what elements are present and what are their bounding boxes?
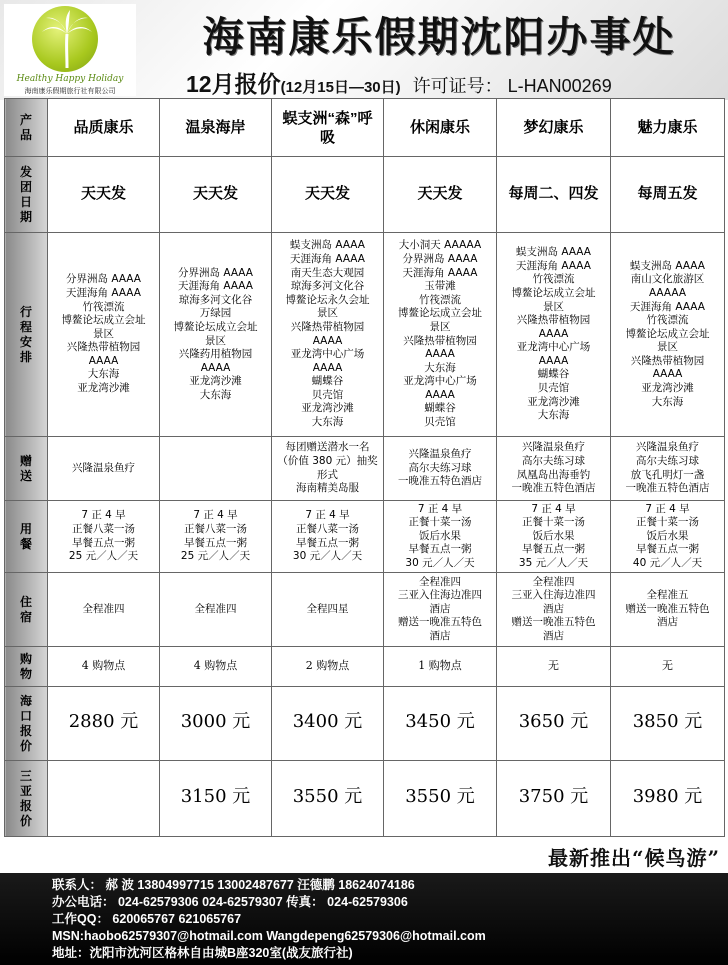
- cell-line: 25 元／人／天: [68, 550, 139, 563]
- palm-tree-icon: [34, 6, 100, 72]
- cell-line: 分界洲岛 AAAA: [66, 273, 141, 286]
- cell-line: 琼海多河文化谷: [178, 293, 253, 306]
- cell-line: AAAAA: [648, 286, 687, 299]
- cell-line: 景区: [429, 320, 451, 333]
- cell-line: AAAA: [652, 368, 683, 381]
- cell-line: 早餐五点一粥: [408, 543, 472, 556]
- cell-line: 7 正 4 早: [417, 502, 463, 515]
- msn-contacts: MSN:haobo62579307@hotmail.com Wangdepeng62579306@hotmail.com: [52, 929, 486, 943]
- label-hotel: 住宿: [5, 573, 48, 647]
- cell-line: 天涯海角 AAAA: [178, 280, 253, 293]
- logo-company-name: 海南康乐假期旅行社有限公司: [24, 87, 116, 95]
- hotel-cell: [160, 573, 272, 647]
- cell-line: 琼海多河文化谷: [290, 280, 365, 293]
- month-label: 12月报价: [186, 71, 281, 97]
- meal-cell: [272, 501, 384, 573]
- cell-line: 30 元／人／天: [405, 556, 475, 569]
- cell-line: 饭后水果: [419, 529, 461, 542]
- cell-line: 全程准四: [419, 575, 461, 588]
- cell-line: 高尔夫练习球: [408, 461, 472, 474]
- departure-cell: 天天发: [384, 157, 497, 233]
- office-address: 地址：沈阳市沈河区格林自由城B座320室(战友旅行社): [52, 946, 353, 960]
- itinerary-cell: [611, 233, 725, 437]
- office-phone: 办公电话： 024-62579306 024-62579307 传真： 024-62579306: [52, 895, 408, 909]
- license-number: 许可证号： L-HAN00269: [412, 76, 612, 96]
- departure-cell: 每周二、四发: [497, 157, 611, 233]
- cell-line: 蜈支洲岛 AAAA: [290, 239, 365, 252]
- cell-line: 博鳌论坛成立会址: [511, 286, 596, 299]
- cell-line: 海南精美岛服: [296, 482, 359, 495]
- cell-line: 7 正 4 早: [645, 502, 690, 515]
- cell-line: 赠送一晚准五特色: [625, 602, 710, 615]
- cell-line: 蜈支洲岛 AAAA: [516, 246, 591, 259]
- gift-cell: [160, 437, 272, 501]
- cell-line: 7 正 4 早: [531, 502, 576, 515]
- cell-line: （价值 380 元）抽奖: [277, 454, 378, 467]
- product-name: 休闲康乐: [384, 99, 497, 157]
- cell-line: 贝壳馆: [537, 382, 570, 395]
- meal-cell: [48, 501, 160, 573]
- cell-line: 亚龙湾沙滩: [641, 382, 694, 395]
- cell-line: 全程准四: [82, 602, 125, 615]
- product-name: 温泉海岸: [160, 99, 272, 157]
- cell-line: 大东海: [87, 368, 120, 381]
- row-itinerary: [5, 233, 725, 437]
- cell-line: AAAA: [200, 361, 231, 374]
- cell-line: 每团赠送潜水一名: [285, 441, 370, 454]
- cell-line: 亚龙湾中心广场: [290, 348, 365, 361]
- cell-line: 正餐八菜一汤: [184, 522, 247, 535]
- cell-line: 兴隆热带植物园: [630, 354, 705, 367]
- haikou-price: 3400 元: [272, 687, 384, 761]
- label-haikou-price: 海口报价: [5, 687, 48, 761]
- cell-line: 万绿园: [199, 307, 232, 320]
- cell-line: 竹筏漂流: [646, 314, 689, 327]
- cell-line: 贝壳馆: [424, 416, 456, 429]
- row-meal: [5, 501, 725, 573]
- product-name: 品质康乐: [48, 99, 160, 157]
- product-name: 梦幻康乐: [497, 99, 611, 157]
- cell-line: 亚龙湾沙滩: [301, 402, 354, 415]
- hotel-cell: [497, 573, 611, 647]
- page-title: 海南康乐假期沈阳办事处: [202, 13, 676, 61]
- date-range: (12月15日—30日): [280, 79, 401, 96]
- cell-line: 全程准四: [532, 575, 575, 588]
- cell-line: 兴隆温泉鱼疗: [522, 441, 585, 454]
- row-haikou-price: [5, 687, 725, 761]
- cell-line: 天涯海角 AAAA: [402, 266, 478, 279]
- cell-line: 早餐五点一粥: [72, 536, 135, 549]
- sanya-price: [48, 761, 160, 837]
- cell-line: 放飞孔明灯一盏: [630, 468, 705, 481]
- cell-line: 兴隆温泉鱼疗: [408, 448, 472, 461]
- label-gift: 赠送: [5, 437, 48, 501]
- cell-line: 南天生态大观园: [290, 266, 365, 279]
- cell-line: AAAA: [425, 348, 455, 361]
- contact-footer: [0, 873, 728, 965]
- label-meal: 用餐: [5, 501, 48, 573]
- sanya-price: 3150 元: [160, 761, 272, 837]
- cell-line: 形式: [317, 468, 338, 481]
- cell-line: 兴隆温泉鱼疗: [72, 461, 135, 474]
- cell-line: 全程四星: [306, 602, 349, 615]
- itinerary-cell: [160, 233, 272, 437]
- cell-line: 全程准五: [646, 589, 689, 602]
- cell-line: 赠送一晚准五特色: [511, 616, 596, 629]
- hotel-cell: [384, 573, 497, 647]
- cell-line: 大东海: [651, 395, 684, 408]
- cell-line: 贝壳馆: [311, 388, 344, 401]
- promo-banner: 最新推出“候鸟游”: [547, 846, 720, 870]
- hotel-cell: [272, 573, 384, 647]
- cell-line: 酒店: [543, 602, 564, 615]
- cell-line: AAAA: [312, 361, 343, 374]
- cell-line: 正餐十菜一汤: [522, 516, 585, 529]
- cell-line: 蜈支洲岛 AAAA: [630, 259, 705, 272]
- cell-line: AAAA: [538, 327, 569, 340]
- cell-line: 饭后水果: [646, 529, 689, 542]
- departure-cell: 天天发: [48, 157, 160, 233]
- logo-english-text: Healthy Happy Holiday: [16, 74, 124, 84]
- row-gift: [5, 437, 725, 501]
- shopping-cell: 4 购物点: [48, 647, 160, 687]
- cell-line: 30 元／人／天: [292, 550, 363, 563]
- departure-cell: 每周五发: [611, 157, 725, 233]
- cell-line: 酒店: [429, 629, 451, 642]
- cell-line: 景区: [205, 334, 226, 347]
- cell-line: 亚龙湾沙滩: [527, 395, 580, 408]
- shopping-cell: 无: [611, 647, 725, 687]
- cell-line: 赠送一晚准五特色: [398, 616, 482, 629]
- cell-line: 7 正 4 早: [193, 509, 238, 522]
- itinerary-cell: [384, 233, 497, 437]
- product-name: 蜈支洲“森”呼吸: [272, 99, 384, 157]
- company-logo: [4, 4, 136, 96]
- cell-line: 早餐五点一粥: [184, 536, 247, 549]
- meal-cell: [497, 501, 611, 573]
- cell-line: 蝴蝶谷: [537, 368, 570, 381]
- cell-line: 博鳌论坛成立会址: [173, 320, 258, 333]
- cell-line: 大东海: [199, 388, 232, 401]
- cell-line: 玉带滩: [424, 280, 456, 293]
- cell-line: 正餐十菜一汤: [636, 516, 699, 529]
- cell-line: 早餐五点一粥: [522, 543, 585, 556]
- label-departure: 发团日期: [5, 157, 48, 233]
- shopping-cell: 4 购物点: [160, 647, 272, 687]
- cell-line: AAAA: [312, 334, 343, 347]
- cell-line: 早餐五点一粥: [636, 543, 699, 556]
- haikou-price: 3000 元: [160, 687, 272, 761]
- row-departure: [5, 157, 725, 233]
- cell-line: 景区: [317, 307, 338, 320]
- label-shopping: 购物: [5, 647, 48, 687]
- cell-line: 酒店: [657, 616, 678, 629]
- meal-cell: [160, 501, 272, 573]
- row-shopping: [5, 647, 725, 687]
- cell-line: 分界洲岛 AAAA: [402, 252, 478, 265]
- price-table: [4, 98, 725, 837]
- cell-line: 正餐十菜一汤: [408, 516, 472, 529]
- cell-line: 亚龙湾中心广场: [516, 341, 591, 354]
- cell-line: 高尔夫练习球: [636, 454, 699, 467]
- cell-line: 高尔夫练习球: [522, 454, 585, 467]
- cell-line: 兴隆热带植物园: [290, 320, 365, 333]
- cell-line: 一晚准五特色酒店: [625, 482, 710, 495]
- cell-line: 竹筏漂流: [82, 300, 125, 313]
- cell-line: 7 正 4 早: [81, 509, 126, 522]
- cell-line: 7 正 4 早: [305, 509, 350, 522]
- itinerary-cell: [48, 233, 160, 437]
- cell-line: 竹筏漂流: [532, 273, 575, 286]
- cell-line: 35 元／人／天: [518, 556, 589, 569]
- contact-persons: 联系人： 郝 波 13804997715 13002487677 汪德鹏 18624074186: [52, 878, 415, 892]
- cell-line: 正餐八菜一汤: [296, 522, 359, 535]
- cell-line: 兴隆温泉鱼疗: [636, 441, 699, 454]
- cell-line: 凤凰岛出海垂钓: [516, 468, 591, 481]
- price-subtitle: [186, 66, 612, 96]
- gift-cell: [611, 437, 725, 501]
- cell-line: 三亚入住海边准四: [398, 589, 482, 602]
- cell-line: 蝴蝶谷: [424, 402, 456, 415]
- cell-line: 一晚准五特色酒店: [398, 475, 482, 488]
- cell-line: 博鳌论坛成立会址: [625, 327, 710, 340]
- itinerary-cell: [497, 233, 611, 437]
- cell-line: 景区: [93, 327, 114, 340]
- cell-line: 亚龙湾中心广场: [403, 375, 477, 388]
- haikou-price: 3850 元: [611, 687, 725, 761]
- cell-line: 大小洞天 AAAAA: [398, 239, 482, 252]
- cell-line: 40 元／人／天: [632, 556, 703, 569]
- work-qq: 工作QQ： 620065767 621065767: [52, 912, 242, 926]
- shopping-cell: 1 购物点: [384, 647, 497, 687]
- gift-cell: [272, 437, 384, 501]
- cell-line: 天涯海角 AAAA: [290, 252, 365, 265]
- itinerary-cell: [272, 233, 384, 437]
- cell-line: 三亚入住海边准四: [511, 589, 596, 602]
- cell-line: 天涯海角 AAAA: [630, 300, 705, 313]
- cell-line: 分界洲岛 AAAA: [178, 266, 253, 279]
- cell-line: 大东海: [537, 409, 570, 422]
- label-sanya-price: 三亚报价: [5, 761, 48, 837]
- cell-line: 全程准四: [194, 602, 237, 615]
- cell-line: 博鳌论坛永久会址: [285, 293, 370, 306]
- sanya-price: 3550 元: [272, 761, 384, 837]
- cell-line: 南山文化旅游区: [630, 273, 705, 286]
- departure-cell: 天天发: [272, 157, 384, 233]
- cell-line: 天涯海角 AAAA: [516, 259, 591, 272]
- cell-line: 大东海: [424, 361, 456, 374]
- cell-line: 兴隆热带植物园: [66, 341, 141, 354]
- gift-cell: [48, 437, 160, 501]
- cell-line: 兴隆热带植物园: [403, 334, 477, 347]
- cell-line: 酒店: [543, 629, 564, 642]
- hotel-cell: [48, 573, 160, 647]
- cell-line: 大东海: [311, 416, 344, 429]
- row-sanya-price: [5, 761, 725, 837]
- cell-line: 竹筏漂流: [419, 293, 461, 306]
- cell-line: 一晚准五特色酒店: [511, 482, 596, 495]
- haikou-price: 2880 元: [48, 687, 160, 761]
- cell-line: 兴隆药用植物园: [178, 348, 253, 361]
- haikou-price: 3450 元: [384, 687, 497, 761]
- sanya-price: 3980 元: [611, 761, 725, 837]
- cell-line: 正餐八菜一汤: [72, 522, 135, 535]
- sanya-price: 3550 元: [384, 761, 497, 837]
- cell-line: AAAA: [88, 354, 119, 367]
- gift-cell: [384, 437, 497, 501]
- cell-line: AAAA: [425, 388, 455, 401]
- cell-line: 兴隆热带植物园: [516, 314, 591, 327]
- cell-line: 亚龙湾沙滩: [77, 382, 130, 395]
- product-name: 魅力康乐: [611, 99, 725, 157]
- cell-line: 天涯海角 AAAA: [66, 286, 141, 299]
- row-hotel: [5, 573, 725, 647]
- cell-line: 早餐五点一粥: [296, 536, 359, 549]
- cell-line: 饭后水果: [532, 529, 575, 542]
- departure-cell: 天天发: [160, 157, 272, 233]
- cell-line: 25 元／人／天: [180, 550, 251, 563]
- cell-line: 景区: [657, 341, 678, 354]
- cell-line: AAAA: [538, 354, 569, 367]
- cell-line: 博鳌论坛成立会址: [398, 307, 482, 320]
- label-itinerary: 行程安排: [5, 233, 48, 437]
- label-product: 产品: [5, 99, 48, 157]
- shopping-cell: 2 购物点: [272, 647, 384, 687]
- gift-cell: [497, 437, 611, 501]
- cell-line: 蝴蝶谷: [311, 375, 344, 388]
- cell-line: 博鳌论坛成立会址: [61, 314, 146, 327]
- meal-cell: [611, 501, 725, 573]
- row-product: [5, 99, 725, 157]
- cell-line: 酒店: [429, 602, 451, 615]
- sanya-price: 3750 元: [497, 761, 611, 837]
- haikou-price: 3650 元: [497, 687, 611, 761]
- cell-line: 景区: [543, 300, 564, 313]
- shopping-cell: 无: [497, 647, 611, 687]
- hotel-cell: [611, 573, 725, 647]
- meal-cell: [384, 501, 497, 573]
- cell-line: 亚龙湾沙滩: [189, 375, 242, 388]
